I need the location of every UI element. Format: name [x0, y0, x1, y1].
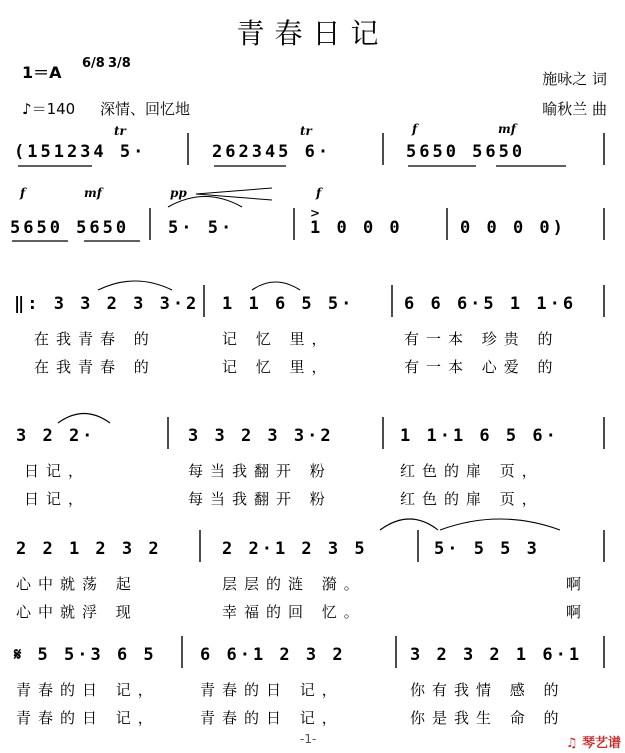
notes-measure: (151234 5· [14, 142, 147, 162]
notes-measure: 1 1·1 6 5 6· [400, 426, 559, 446]
lyric-verse-1: 青春的日 记， [16, 681, 160, 699]
notes-measure: 3 2 2· [16, 426, 96, 446]
notes-measure: 2 2·1 2 3 5 [222, 539, 368, 559]
slur [58, 414, 110, 424]
key-signature: 1＝A [22, 63, 62, 82]
dynamic-forte: f [316, 186, 322, 200]
dynamic-mezzo-forte: mf [84, 186, 102, 200]
notes-measure: 2 2 1 2 3 2 [16, 539, 162, 559]
notes-measure: 6 6 6·5 1 1·6 [404, 294, 577, 314]
trill-mark: tr [300, 124, 312, 138]
notes-measure: 6 6·1 2 3 2 [200, 645, 346, 665]
lyric-verse-2: 青春的日 记， [200, 709, 344, 727]
tempo-marking: ♪＝140 [22, 100, 76, 118]
composer-credit: 喻秋兰 曲 [542, 100, 607, 118]
trill-mark: tr [114, 124, 126, 138]
lyric-verse-2: 日记， [24, 490, 91, 508]
lyric-verse-2: 心中就浮 现 [16, 603, 138, 621]
lyric-verse-1: 你有我情 感 的 [410, 681, 566, 699]
page-number: -1- [300, 732, 317, 746]
dynamic-mezzo-forte: mf [498, 122, 516, 136]
notes-measure: 3 3 2 3 3·2 [188, 426, 334, 446]
notes-measure: 1 1 6 5 5· [222, 294, 355, 314]
lyric-verse-1: 每当我翻开 粉 [188, 462, 332, 480]
lyricist-credit: 施咏之 词 [542, 70, 607, 88]
time-signature: 6/8 [82, 56, 105, 71]
lyric-verse-2: 你是我生 命 的 [410, 709, 566, 727]
crescendo-hairpin [196, 188, 272, 200]
notes-measure: 𝄋 5 5·3 6 5 [14, 645, 157, 665]
slur [380, 519, 438, 530]
notes-measure: 5650 5650 [406, 142, 526, 162]
lyric-verse-1: 啊 [566, 575, 589, 593]
lyric-verse-1: 红色的扉 页， [400, 462, 544, 480]
dynamic-forte: f [20, 186, 26, 200]
lyric-verse-2: 幸福的回 忆。 [222, 603, 366, 621]
song-title: 青春日记 [236, 17, 389, 50]
accent-mark: > [310, 206, 321, 220]
lyric-verse-1: 日记， [24, 462, 91, 480]
notes-measure: 5· 5 5 3 [434, 539, 540, 559]
lyric-verse-1: 青春的日 记， [200, 681, 344, 699]
notes-measure: 1 0 0 0 [310, 218, 403, 238]
dynamic-pianissimo: pp [170, 186, 187, 200]
watermark-text: 琴艺谱 [581, 736, 621, 751]
lyric-verse-2: 在我青春 的 [34, 358, 156, 376]
lyric-verse-1: 在我青春 的 [34, 330, 156, 348]
dynamic-forte: f [412, 122, 418, 136]
slur [98, 281, 172, 290]
notes-measure: 5650 5650 [10, 218, 130, 238]
site-watermark [566, 732, 621, 751]
lyric-verse-2: 青春的日 记， [16, 709, 160, 727]
lyric-verse-2: 记 忆 里， [222, 358, 334, 376]
notes-measure: 0 0 0 0) [460, 218, 566, 238]
notes-measure: 5· 5· [168, 218, 235, 238]
lyric-verse-2: 红色的扉 页， [400, 490, 544, 508]
lyric-verse-1: 心中就荡 起 [16, 575, 138, 593]
lyric-verse-2: 每当我翻开 粉 [188, 490, 332, 508]
lyric-verse-2: 啊 [566, 603, 589, 621]
lyric-verse-1: 层层的涟 漪。 [222, 575, 366, 593]
lyric-verse-1: 有一本 珍贵 的 [404, 330, 560, 348]
lyric-verse-2: 有一本 心爱 的 [404, 358, 560, 376]
expression-marking: 深情、回忆地 [100, 100, 191, 118]
notes-measure: 3 2 3 2 1 6·1 [410, 645, 583, 665]
notes-measure: 262345 6· [212, 142, 332, 162]
slur [440, 519, 560, 530]
piano-icon: ♫ [565, 736, 578, 751]
lyric-verse-1: 记 忆 里， [222, 330, 334, 348]
notes-measure: ‖: 3 3 2 3 3·2 [14, 294, 200, 314]
time-signature: 3/8 [108, 56, 131, 71]
slur [252, 282, 300, 290]
